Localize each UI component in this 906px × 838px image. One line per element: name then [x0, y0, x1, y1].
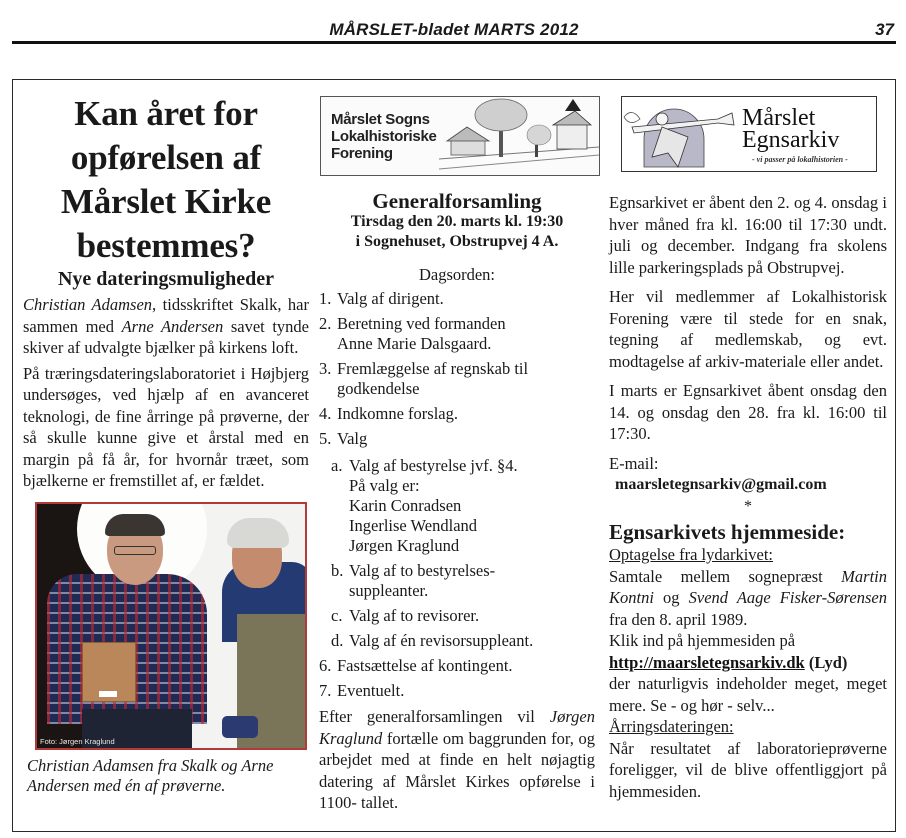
website-link-line: http://maarsletegnsarkiv.dk (Lyd)	[609, 652, 848, 672]
agenda-list	[319, 289, 595, 701]
agenda-item: 5. Valg	[319, 429, 368, 448]
village-sketch-icon	[439, 97, 599, 176]
lokalhistorisk-forening-logo: Mårslet Sogns Lokalhistoriske Forening	[320, 96, 600, 176]
article-paragraph-2: På træringsdateringslaboratoriet i Højbjerg undersøges, ved hjælp af en avanceret teknologi, de fine årringe på prøverne, der så skulle kunne give et årstal med en margin på få år, for hvornår træet, som bjælkerne er fremstillet af, er fældet.	[23, 363, 309, 490]
article-paragraph-1: Christian Adamsen, tidsskriftet Skalk, har sammen med Arne Andersen savet tynde skiver af udvalgte bjælker på kirkens loft.	[23, 295, 310, 357]
meeting-place: i Sognehuset, Obstrupvej 4 A.	[355, 233, 559, 250]
website-heading: Egnsarkivets hjemmeside:	[609, 520, 846, 544]
publication-title: MÅRSLET-bladet MARTS 2012	[329, 20, 579, 39]
sound-archive-text: Samtale mellem sognepræst Martin Kontni og Svend Aage Fisker-Sørensen fra den 8. april 1989.	[609, 566, 887, 629]
email-address[interactable]: maarsletegnsarkiv@gmail.com	[615, 476, 827, 493]
separator-star: *	[744, 498, 752, 515]
article-frame	[12, 79, 896, 832]
agenda-subitem: a. Valg af bestyrelse jvf. §4. På valg er: Karin Conradsen Ingerlise Wendland Jørgen Kraglund	[331, 456, 518, 555]
column-article	[23, 80, 309, 796]
dating-text: Når resultatet af laboratorieprøverne foreligger, vil de blive offentliggjort på hjemmesiden.	[609, 738, 887, 801]
agenda-item: 7. Eventuelt.	[319, 681, 405, 700]
agenda-item: 2. Beretning ved formanden Anne Marie Dalsgaard.	[319, 314, 506, 353]
agenda-heading: Dagsorden:	[418, 265, 496, 284]
agenda-item: 6. Fastsættelse af kontingent.	[319, 656, 513, 675]
meeting-date: Tirsdag den 20. marts kl. 19:30	[350, 213, 564, 230]
archive-march-hours: I marts er Egnsarkivet åbent onsdag den 14. og onsdag den 28. fra kl. 16:00 til 17:30.	[609, 381, 887, 443]
dating-label: Årringsdateringen:	[609, 717, 734, 736]
agenda-subitem: c. Valg af to revisorer.	[331, 606, 480, 625]
archive-members-text: Her vil medlemmer af Lokalhistorisk Forening være til stede for en snak, tegning af medlemskab, og evt. modtagelse af arkiv-materiale eller andet.	[609, 287, 887, 371]
photo-caption: Christian Adamsen fra Skalk og Arne Andersen med én af prøverne.	[27, 755, 274, 795]
photo-credit: Foto: Jørgen Kraglund	[40, 736, 115, 746]
click-text: Klik ind på hjemmesiden på	[609, 631, 796, 650]
article-photo	[35, 502, 307, 750]
trumpeter-figure-icon	[622, 97, 742, 172]
email-label: E-mail:	[609, 453, 659, 473]
archive-opening-hours: Egnsarkivet er åbent den 2. og 4. onsdag i hver måned fra kl. 16:00 til 17:30 undt. juli og december. Indgang fra skolens lille parkeringsplads på Obstrupvej.	[609, 193, 887, 277]
page-number: 37	[875, 20, 894, 39]
agenda-item: 1. Valg af dirigent.	[319, 289, 444, 308]
website-more-text: der naturligvis indeholder meget, meget mere. Se - og hør - selv...	[609, 674, 887, 715]
website-link[interactable]: http://maarsletegnsarkiv.dk	[609, 652, 805, 672]
agenda-item: 4. Indkomne forslag.	[319, 404, 458, 423]
headline: Kan året for opførelsen af Mårslet Kirke bestemmes?	[60, 94, 272, 265]
logo-tagline: - vi passer på lokalhistorien -	[752, 155, 848, 164]
egnsarkiv-logo: Mårslet Egnsarkiv - vi passer på lokalhistorien -	[621, 96, 877, 172]
subheadline: Nye dateringsmuligheder	[57, 268, 275, 290]
header-rule	[12, 41, 896, 44]
meeting-title: Generalforsamling	[372, 189, 542, 213]
column-archive	[609, 80, 887, 802]
agenda-subitem: d. Valg af én revisorsuppleant.	[331, 631, 534, 650]
meeting-after-text: Efter generalforsamlingen vil Jørgen Kraglund fortælle om baggrunden for, og arbejdet med at finde en helt nøjagtig datering af Mårslet Kirkes opførelse i 1100- tallet.	[319, 707, 595, 812]
running-header	[12, 16, 896, 42]
column-meeting	[319, 80, 595, 814]
agenda-subitem: b. Valg af to bestyrelses- suppleanter.	[331, 561, 496, 600]
sound-archive-label: Optagelse fra lydarkivet:	[609, 545, 774, 564]
agenda-item: 3. Fremlæggelse af regnskab til godkendelse	[319, 359, 529, 398]
